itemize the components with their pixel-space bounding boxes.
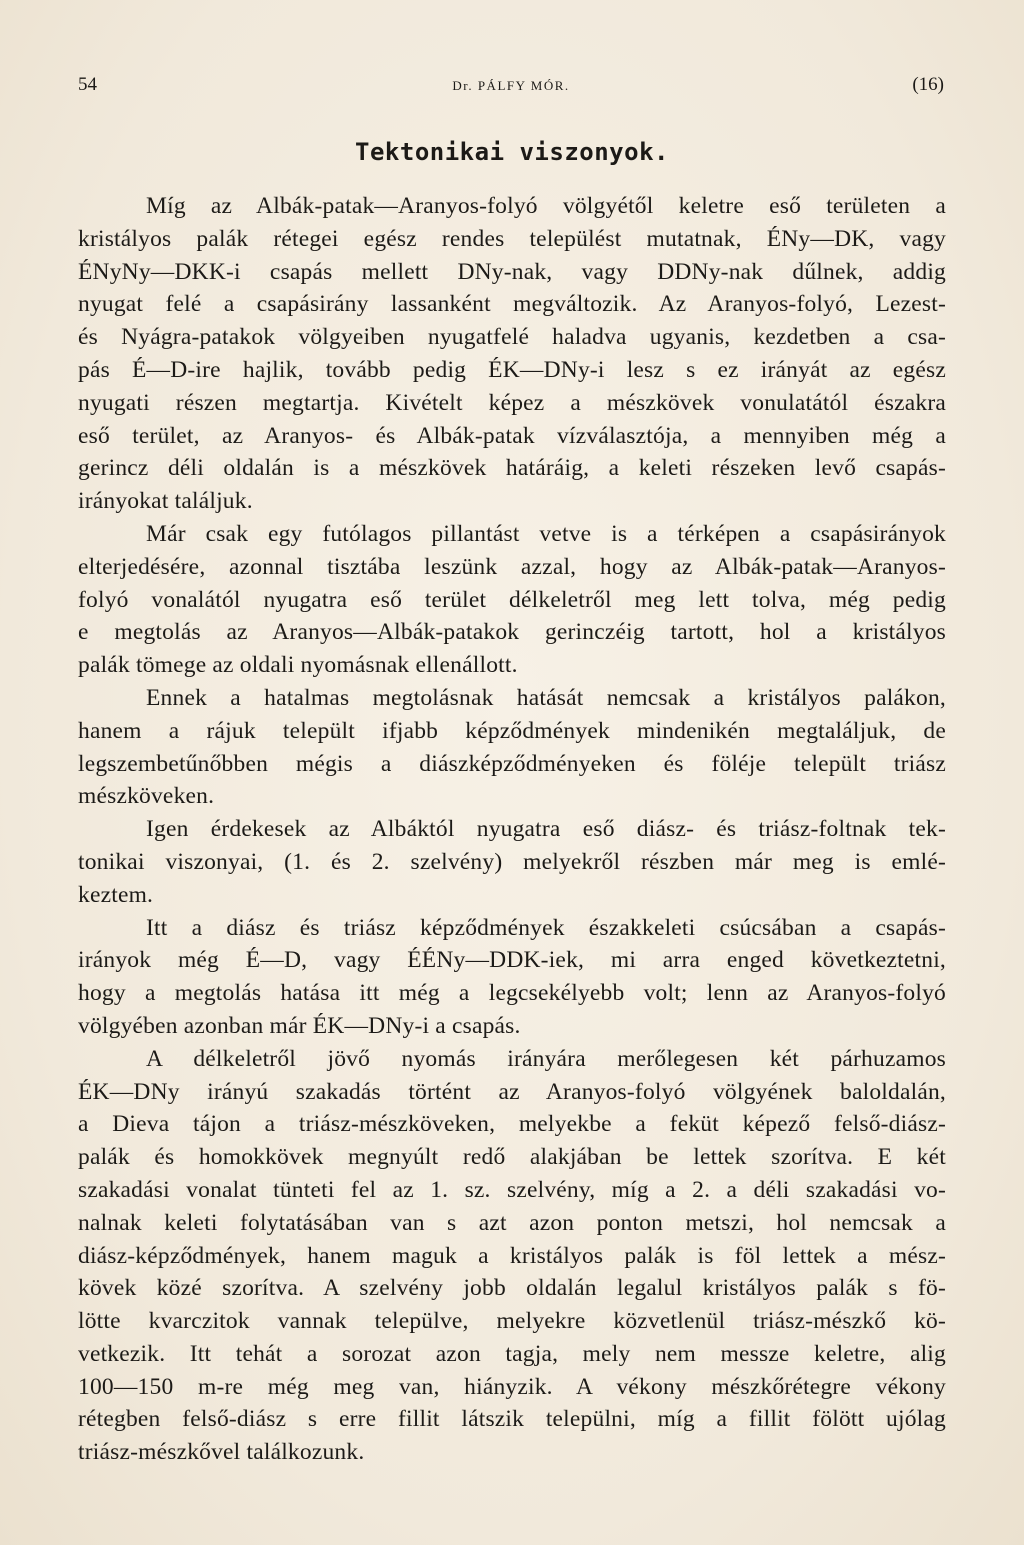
text-line: Ennek a hatalmas megtolásnak hatását nemcsak a kristályos palákon,	[146, 684, 946, 711]
text-line: rétegben felső-diász s erre fillit látszik települni, míg a fillit fölött ujólag	[78, 1406, 946, 1433]
running-head	[78, 72, 944, 102]
text-line: gerincz déli oldalán is a mészkövek határáig, a keleti részeken levő csapás-	[78, 455, 946, 482]
text-line: palák tömege az oldali nyomásnak ellenállott.	[78, 652, 518, 679]
text-line: völgyében azonban már ÉK—DNy-i a csapás.	[78, 1012, 521, 1039]
text-line: hanem a rájuk települt ifjabb képződmények mindenikén megtaláljuk, de	[78, 717, 946, 744]
text-line: Már csak egy futólagos pillantást vetve is a térképen a csapásirányok	[146, 520, 946, 547]
text-line: ÉK—DNy irányú szakadás történt az Aranyos-folyó völgyének baloldalán,	[78, 1078, 946, 1105]
page-number: 54	[78, 74, 97, 95]
text-line: nalnak keleti folytatásában van s azt azon ponton metszi, hol nemcsak a	[78, 1209, 946, 1236]
text-line: a Dieva tájon a triász-mészköveken, melyekbe a feküt képező felső-diász-	[78, 1111, 946, 1138]
text-line: lötte kvarczitok vannak települve, melyekre közvetlenül triász-mészkő kö-	[78, 1308, 946, 1335]
text-line: hogy a megtolás hatása itt még a legcsekélyebb volt; lenn az Aranyos-folyó	[78, 980, 946, 1007]
text-line: 100—150 m-re még meg van, hiányzik. A vékony mészkőrétegre vékony	[78, 1373, 946, 1400]
text-line: e megtolás az Aranyos—Albák-patakok gerinczéig tartott, hol a kristályos	[78, 619, 946, 646]
text-line: szakadási vonalat tünteti fel az 1. sz. szelvény, míg a 2. a déli szakadási vo-	[78, 1176, 946, 1203]
text-line: palák és homokkövek megnyúlt redő alakjában be lettek szorítva. E két	[78, 1144, 946, 1171]
text-line: ÉNyNy—DKK-i csapás mellett DNy-nak, vagy DDNy-nak dűlnek, addig	[78, 258, 946, 285]
text-line: folyó vonalától nyugatra eső terület délkeletről meg lett tolva, még pedig	[78, 586, 946, 613]
text-line: irányokat találjuk.	[78, 488, 253, 515]
running-title: Dr. PÁLFY MÓR.	[452, 78, 570, 93]
text-line: tonikai viszonyai, (1. és 2. szelvény) melyekről részben már meg is emlé-	[78, 848, 946, 875]
text-line: diász-képződmények, hanem maguk a kristályos palák is föl lettek a mész-	[78, 1242, 946, 1269]
text-line: nyugati részen megtartja. Kivételt képez a mészkövek vonulatától északra	[78, 389, 946, 416]
text-line: legszembetűnőbben mégis a diászképződményeken és föléje települt triász	[78, 750, 946, 777]
body-text	[78, 190, 946, 1469]
text-line: Míg az Albák-patak—Aranyos-folyó völgyétől keletre eső területen a	[146, 193, 946, 219]
text-line: triász-mészkővel találkozunk.	[78, 1439, 365, 1466]
text-line: kövek közé szorítva. A szelvény jobb oldalán legalul kristályos palák s fö-	[78, 1275, 946, 1302]
section-title: Tektonikai viszonyok.	[355, 138, 669, 166]
text-line: irányok még É—D, vagy ÉÉNy—DDK-iek, mi arra enged következtetni,	[78, 947, 946, 974]
text-line: nyugat felé a csapásirány lassanként megváltozik. Az Aranyos-folyó, Lezest-	[78, 291, 946, 318]
text-line: keztem.	[78, 881, 154, 908]
text-line: Igen érdekesek az Albáktól nyugatra eső diász- és triász-foltnak tek-	[146, 816, 946, 843]
text-line: Itt a diász és triász képződmények északkeleti csúcsában a csapás-	[146, 914, 946, 941]
text-line: kristályos palák rétegei egész rendes települést mutatnak, ÉNy—DK, vagy	[78, 225, 946, 252]
text-line: vetkezik. Itt tehát a sorozat azon tagja, mely nem messze keletre, alig	[78, 1340, 946, 1367]
text-line: és Nyágra-patakok völgyeiben nyugatfelé haladva ugyanis, kezdetben a csa-	[78, 324, 946, 351]
folio-number: (16)	[912, 74, 944, 95]
text-line: mészköveken.	[78, 783, 215, 810]
text-line: pás É—D-ire hajlik, tovább pedig ÉK—DNy-i lesz s ez irányát az egész	[78, 356, 946, 383]
text-line: elterjedésére, azonnal tisztába leszünk azzal, hogy az Albák-patak—Aranyos-	[78, 553, 946, 580]
text-line: eső terület, az Aranyos- és Albák-patak vízválasztója, a mennyiben még a	[78, 422, 946, 449]
text-line: A délkeletről jövő nyomás irányára merőlegesen két párhuzamos	[146, 1045, 946, 1072]
